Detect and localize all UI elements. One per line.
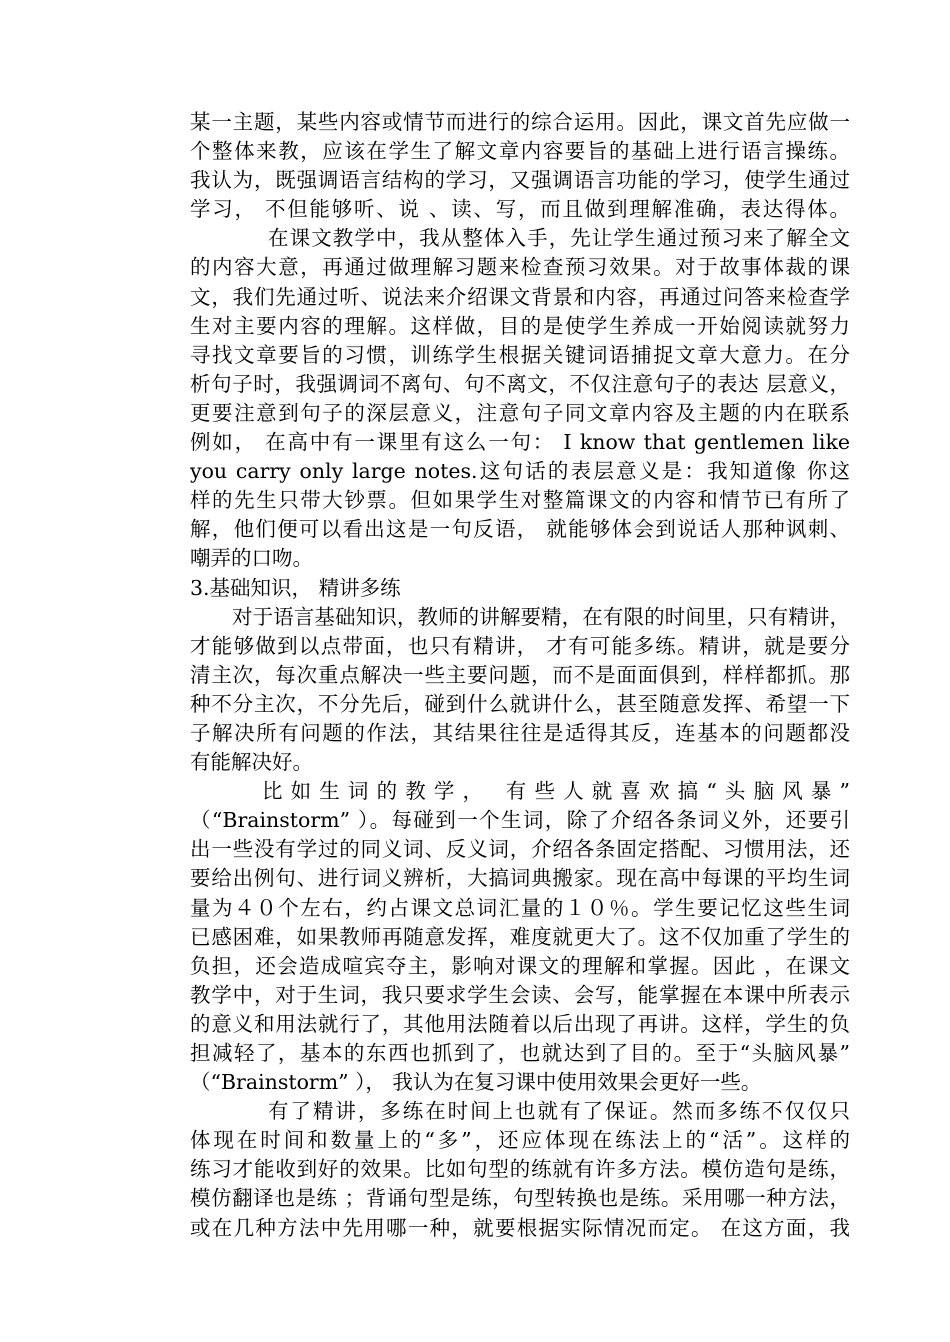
text-line: 解，他们便可以看出这是一句反语， 就能够体会到说话人那种讽刺、 bbox=[190, 517, 850, 542]
section-heading: 3.基础知识， 精讲多练 bbox=[190, 575, 401, 600]
text-line: 已感困难，如果教师再随意发挥，难度就更大了。这不仅加重了学生的 bbox=[190, 924, 850, 949]
text-line: 体现在时间和数量上的“多”，还应体现在练法上的“活”。这样的 bbox=[190, 1128, 850, 1153]
text-line: 样的先生只带大钞票。但如果学生对整篇课文的内容和情节已有所了 bbox=[190, 488, 850, 513]
text-line: 个整体来教，应该在学生了解文章内容要旨的基础上进行语言操练。 bbox=[190, 139, 850, 164]
text-line: 模仿翻译也是练 ；背诵句型是练，句型转换也是练。采用哪一种方法， bbox=[190, 1186, 850, 1211]
text-line: 生对主要内容的理解。这样做，目的是使学生养成一开始阅读就努力 bbox=[190, 313, 850, 338]
text-line: 量为４０个左右，约占课文总词汇量的１０％。学生要记忆这些生词 bbox=[190, 895, 850, 920]
text-line: 文，我们先通过听、说法来介绍课文背景和内容，再通过问答来检查学 bbox=[190, 284, 850, 309]
text-line: 子解决所有问题的作法，其结果往往是适得其反，连基本的问题都没 bbox=[190, 720, 850, 745]
text-line: 担减轻了，基本的东西也抓到了，也就达到了目的。至于“头脑风暴” bbox=[190, 1041, 850, 1065]
text-line: 的意义和用法就行了，其他用法随着以后出现了再讲。这样，学生的负 bbox=[190, 1011, 850, 1036]
text-line: 嘲弄的口吻。 bbox=[190, 546, 313, 571]
text-line: you carry only large notes.这句话的表层意义是：我知道像 你这 bbox=[190, 459, 850, 484]
body-text bbox=[190, 108, 850, 1243]
text-line: 析句子时，我强调词不离句、句不离文，不仅注意句子的表达 层意义， bbox=[190, 371, 850, 396]
text-line: 学习， 不但能够听、说 、读、写，而且做到理解准确，表达得体。 bbox=[190, 197, 850, 222]
text-line: 才能够做到以点带面，也只有精讲， 才有可能多练。精讲，就是要分 bbox=[190, 633, 850, 658]
text-line: 有能解决好。 bbox=[190, 750, 313, 775]
text-line: 教学中，对于生词，我只要求学生会读、会写，能掌握在本课中所表示 bbox=[190, 982, 850, 1007]
paragraph-first-line: 有了精讲，多练在时间上也就有了保证。然而多练不仅仅只 bbox=[268, 1099, 850, 1124]
text-line: 更要注意到句子的深层意义，注意句子同文章内容及主题的内在联系 bbox=[190, 400, 850, 425]
text-line: 出一些没有学过的同义词、反义词，介绍各条固定搭配、习惯用法，还 bbox=[190, 837, 850, 862]
text-line: 清主次，每次重点解决一些主要问题，而不是面面俱到，样样都抓。那 bbox=[190, 662, 850, 687]
text-line: （“Brainstorm” ）， 我认为在复习课中使用效果会更好一些。 bbox=[190, 1070, 762, 1095]
text-line: 寻找文章要旨的习惯，训练学生根据关键词语捕捉文章大意力。在分 bbox=[190, 342, 850, 367]
text-line: 要给出例句、进行词义辨析，大搞词典搬家。现在高中每课的平均生词 bbox=[190, 866, 850, 891]
paragraph-first-line: 对于语言基础知识，教师的讲解要精，在有限的时间里，只有精讲， bbox=[232, 604, 850, 629]
text-line: （“Brainstorm” ）。每碰到一个生词，除了介绍各条词义外，还要引 bbox=[190, 808, 850, 833]
paragraph-first-line: 比如生词的教学， 有些人就喜欢搞“头脑风暴” bbox=[262, 779, 850, 804]
text-line: 负担，还会造成喧宾夺主，影响对课文的理解和掌握。因此 ，在课文 bbox=[190, 953, 850, 978]
text-line: 某一主题，某些内容或情节而进行的综合运用。因此，课文首先应做一 bbox=[190, 110, 850, 134]
text-line: 种不分主次，不分先后，碰到什么就讲什么，甚至随意发挥、希望一下 bbox=[190, 691, 850, 716]
text-line: 例如， 在高中有一课里有这么一句： I know that gentlemen like bbox=[190, 430, 850, 455]
text-line: 或在几种方法中先用哪一种，就要根据实际情况而定。 在这方面，我 bbox=[190, 1215, 850, 1240]
text-line: 我认为，既强调语言结构的学习，又强调语言功能的学习，使学生通过 bbox=[190, 168, 850, 193]
paragraph-first-line: 在课文教学中，我从整体入手，先让学生通过预习来了解全文 bbox=[268, 226, 850, 251]
text-line: 练习才能收到好的效果。比如句型的练就有许多方法。模仿造句是练， bbox=[190, 1157, 850, 1182]
text-line: 的内容大意，再通过做理解习题来检查预习效果。对于故事体裁的课 bbox=[190, 255, 850, 280]
